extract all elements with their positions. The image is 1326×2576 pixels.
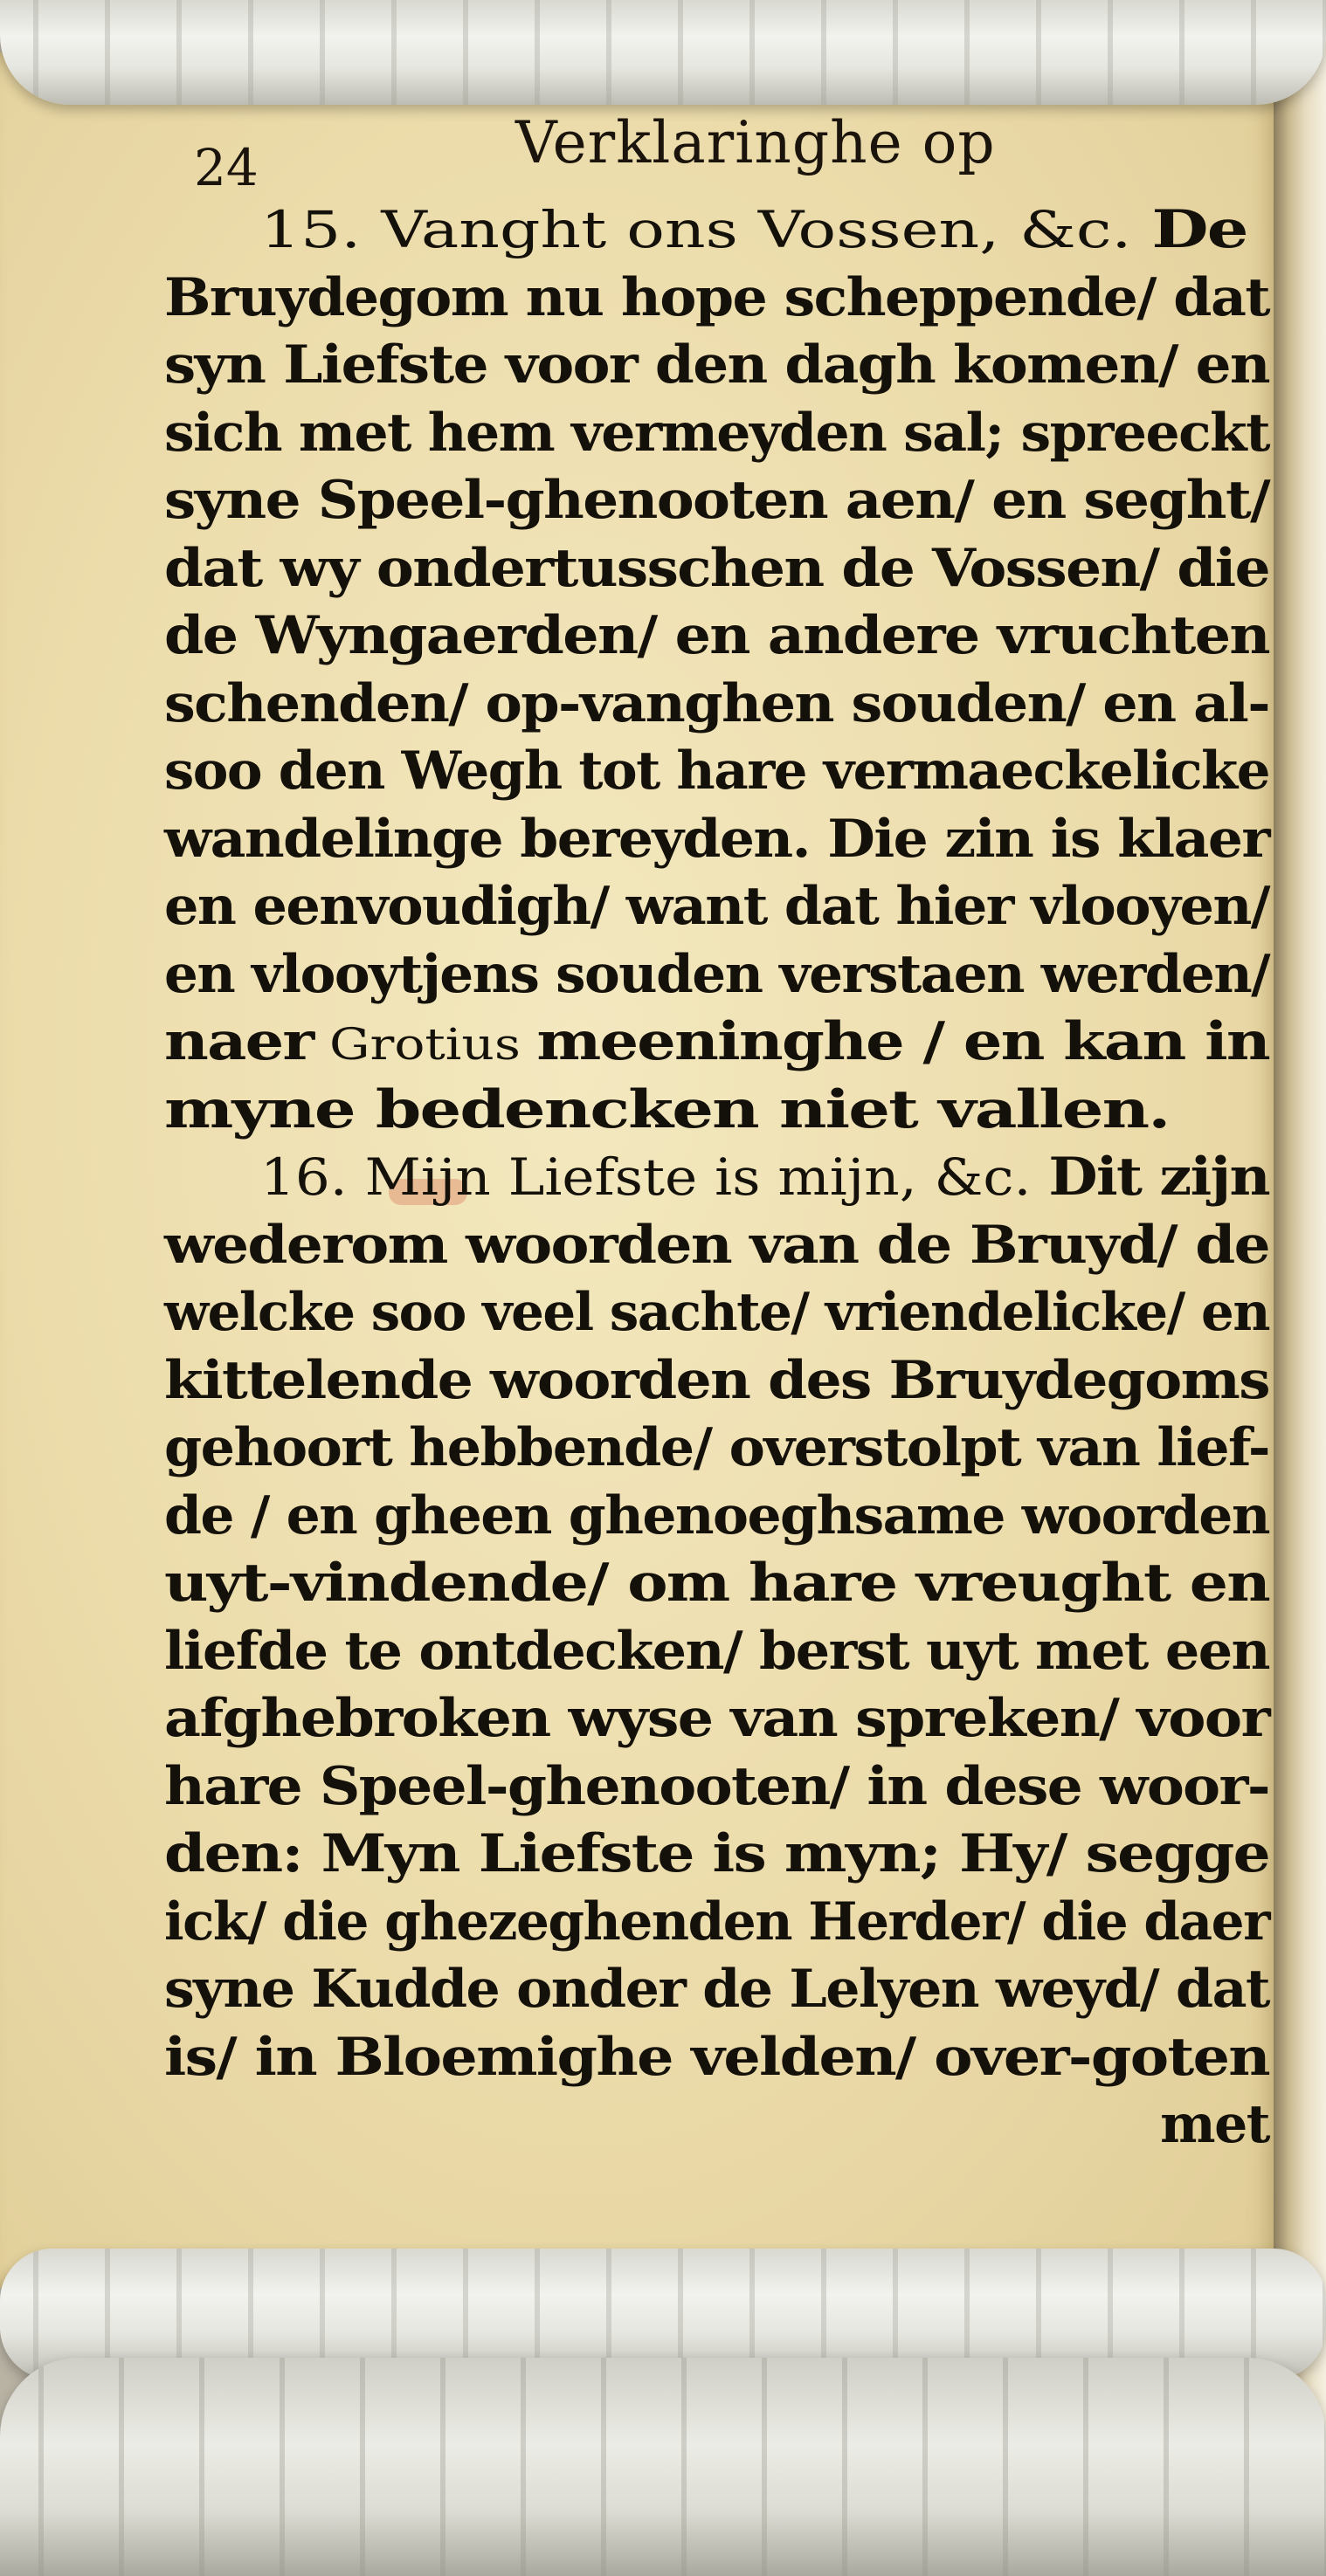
text-line bbox=[164, 941, 1269, 1009]
text-line bbox=[164, 1347, 1269, 1415]
running-head: Verklaringhe op bbox=[515, 109, 996, 176]
text-line bbox=[164, 1212, 1269, 1280]
text-line bbox=[164, 196, 1269, 265]
text-line bbox=[164, 1483, 1269, 1551]
blackletter-text: Bruydegom nu hope scheppende/ dat bbox=[164, 266, 1269, 328]
blackletter-text: naer bbox=[164, 1011, 314, 1072]
blackletter-text: syne Speel-ghenooten aen/ en seght/ bbox=[164, 470, 1269, 531]
blackletter-text: liefde te ontdecken/ berst uyt met een bbox=[164, 1620, 1269, 1682]
text-line bbox=[164, 2024, 1269, 2092]
blackletter-text: myne bedencken niet vallen. bbox=[164, 1078, 1170, 1140]
blackletter-text: hare Speel-ghenooten/ in dese woor- bbox=[164, 1755, 1269, 1817]
text-line bbox=[164, 1821, 1269, 1889]
blackletter-text: Dit zijn bbox=[1048, 1147, 1269, 1208]
text-line bbox=[164, 1685, 1269, 1753]
text-line bbox=[164, 400, 1269, 468]
text-line bbox=[164, 1415, 1269, 1483]
blackletter-text: met bbox=[1160, 2094, 1269, 2155]
text-line bbox=[164, 806, 1269, 874]
blackletter-text: schenden/ op-vanghen souden/ en al- bbox=[164, 672, 1269, 734]
blackletter-text: sich met hem vermeyden sal; spreeckt bbox=[164, 402, 1269, 464]
text-line bbox=[164, 738, 1269, 806]
blackletter-text: syne Kudde onder de Lelyen weyd/ dat bbox=[164, 1959, 1269, 2020]
body-text bbox=[164, 196, 1269, 2159]
text-line bbox=[164, 671, 1269, 739]
blackletter-text: is/ in Bloemighe velden/ over-goten bbox=[164, 2026, 1269, 2088]
text-line bbox=[164, 1618, 1269, 1686]
blackletter-text: den: Myn Liefste is myn; Hy/ segge bbox=[164, 1823, 1269, 1884]
blackletter-text: soo den Wegh tot hare vermaeckelicke bbox=[164, 740, 1269, 802]
verse-reference: 16. Mijn Liefste is mijn, &c. bbox=[260, 1147, 1049, 1207]
cloth-ribbon-lower bbox=[0, 2358, 1326, 2576]
roman-name: Grotius bbox=[313, 1019, 537, 1070]
blackletter-text: en vlooytjens souden verstaen werden/ bbox=[164, 943, 1269, 1005]
blackletter-text: ick/ die ghezeghenden Herder/ die daer bbox=[164, 1891, 1269, 1953]
blackletter-text: gehoort hebbende/ overstolpt van lief- bbox=[164, 1417, 1269, 1478]
verse-reference: 15. Vanght ons Vossen, &c. bbox=[260, 200, 1152, 259]
text-line bbox=[164, 1279, 1269, 1347]
text-line bbox=[164, 1144, 1269, 1212]
text-line bbox=[164, 2091, 1269, 2159]
blackletter-text: afghebroken wyse van spreken/ voor bbox=[164, 1688, 1270, 1749]
text-line bbox=[164, 873, 1269, 941]
blackletter-text: dat wy ondertusschen de Vossen/ die bbox=[164, 537, 1269, 599]
blackletter-text: kittelende woorden des Bruydegoms bbox=[164, 1349, 1269, 1411]
blackletter-text: syn Liefste voor den dagh komen/ en bbox=[164, 334, 1270, 396]
blackletter-text: wederom woorden van de Bruyd/ de bbox=[164, 1214, 1269, 1276]
text-line bbox=[164, 467, 1269, 535]
blackletter-text: wandelinge bereyden. Die zin is klaer bbox=[164, 808, 1269, 870]
text-line bbox=[164, 1077, 1269, 1145]
cloth-ribbon-top bbox=[0, 0, 1326, 105]
blackletter-text: de Wyngaerden/ en andere vruchten bbox=[164, 605, 1269, 666]
blackletter-text: De bbox=[1151, 199, 1247, 260]
text-line bbox=[164, 1956, 1269, 2024]
blackletter-text: meeninghe / en kan in bbox=[536, 1011, 1270, 1072]
blackletter-text: welcke soo veel sachte/ vriendelicke/ en bbox=[164, 1282, 1269, 1343]
text-line bbox=[164, 535, 1269, 603]
text-line bbox=[164, 265, 1269, 333]
blackletter-text: en eenvoudigh/ want dat hier vlooyen/ bbox=[164, 876, 1269, 937]
text-line bbox=[164, 1009, 1269, 1077]
blackletter-text: uyt-vindende/ om hare vreught en bbox=[164, 1553, 1269, 1614]
page-number: 24 bbox=[194, 138, 259, 197]
text-line bbox=[164, 603, 1269, 671]
blackletter-text: de / en gheen ghenoeghsame woorden bbox=[164, 1484, 1269, 1546]
text-line bbox=[164, 332, 1269, 400]
text-line bbox=[164, 1889, 1269, 1957]
page-edge bbox=[1274, 0, 1326, 2576]
text-line bbox=[164, 1550, 1269, 1618]
text-line bbox=[164, 1753, 1269, 1822]
